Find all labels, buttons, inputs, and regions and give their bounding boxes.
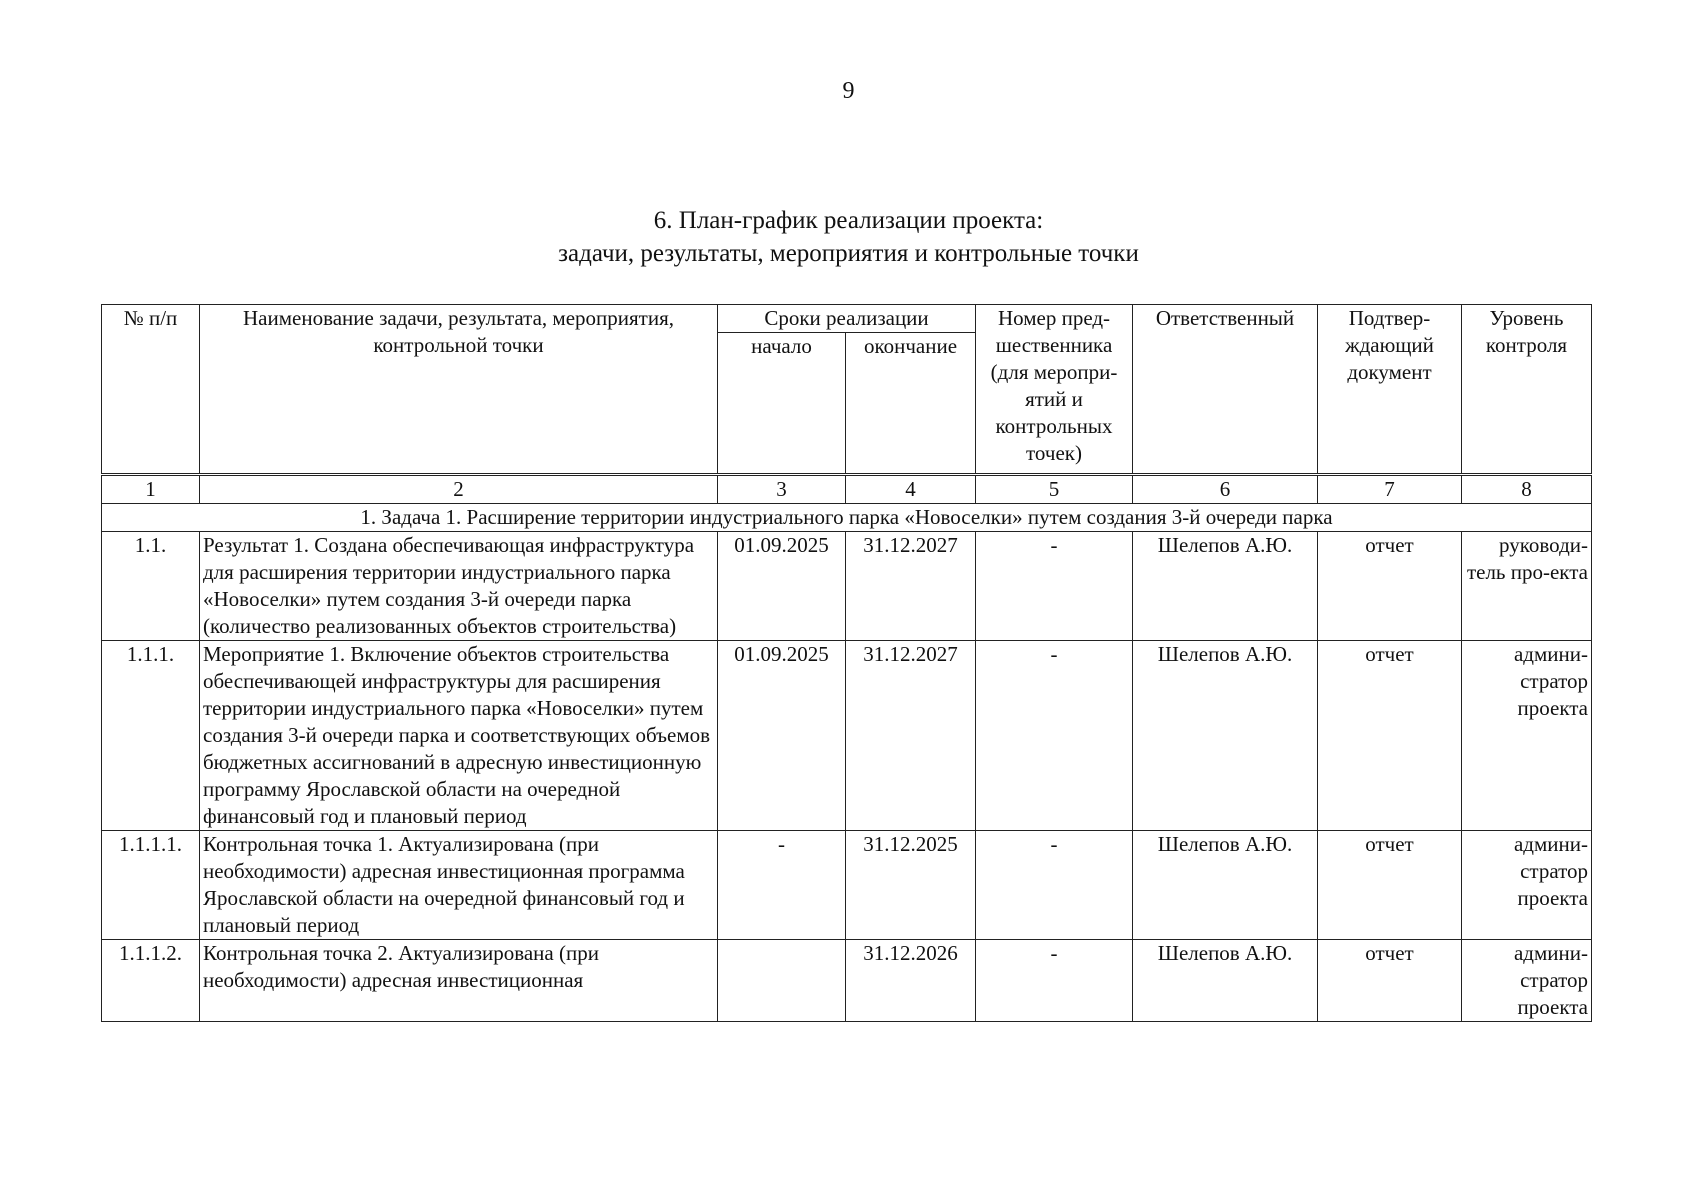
row-level: руководи-тель про-екта xyxy=(1462,532,1592,641)
header-row xyxy=(102,305,1592,333)
row-start: 01.09.2025 xyxy=(718,532,846,641)
row-name: Контрольная точка 2. Актуализирована (при необходимости) адресная инвестиционная xyxy=(200,940,718,1022)
row-responsible: Шелепов А.Ю. xyxy=(1133,641,1318,831)
header-name: Наименование задачи, результата, мероприятия, контрольной точки xyxy=(200,305,718,475)
column-number: 4 xyxy=(846,475,976,504)
row-num: 1.1.1.1. xyxy=(102,831,200,940)
row-name: Мероприятие 1. Включение объектов строительства обеспечивающей инфраструктуры для расширения территории индустриального парка «Новоселки» путем создания 3-й очереди парка и соответствующих объемов бюджетных ассигнований в адресную инвестиционную программу Ярославской области на очередной финансовый год и плановый период xyxy=(200,641,718,831)
row-num: 1.1.1.2. xyxy=(102,940,200,1022)
schedule-table xyxy=(101,304,1592,1022)
row-level: админи-стратор проекта xyxy=(1462,940,1592,1022)
row-num: 1.1.1. xyxy=(102,641,200,831)
task-title: 1. Задача 1. Расширение территории индустриального парка «Новоселки» путем создания 3-й очереди парка xyxy=(102,504,1592,532)
column-number: 1 xyxy=(102,475,200,504)
row-predecessor: - xyxy=(976,641,1133,831)
row-name: Контрольная точка 1. Актуализирована (при необходимости) адресная инвестиционная программа Ярославской области на очередной финансовый год и плановый период xyxy=(200,831,718,940)
row-end: 31.12.2026 xyxy=(846,940,976,1022)
header-responsible: Ответственный xyxy=(1133,305,1318,475)
column-number-row xyxy=(102,475,1592,504)
title-line-1: 6. План-график реализации проекта: xyxy=(653,207,1044,234)
row-predecessor: - xyxy=(976,831,1133,940)
row-start: - xyxy=(718,831,846,940)
row-end: 31.12.2027 xyxy=(846,641,976,831)
row-start xyxy=(718,940,846,1022)
row-responsible: Шелепов А.Ю. xyxy=(1133,532,1318,641)
header-end: окончание xyxy=(846,333,976,475)
row-end: 31.12.2027 xyxy=(846,532,976,641)
row-predecessor: - xyxy=(976,532,1133,641)
task-row xyxy=(102,504,1592,532)
row-level: админи-стратор проекта xyxy=(1462,831,1592,940)
row-responsible: Шелепов А.Ю. xyxy=(1133,940,1318,1022)
row-document: отчет xyxy=(1318,831,1462,940)
header-predecessor: Номер пред-шественника (для меропри-ятий и контрольных точек) xyxy=(976,305,1133,475)
header-start: начало xyxy=(718,333,846,475)
table-row xyxy=(102,940,1592,1022)
header-document: Подтвер-ждающий документ xyxy=(1318,305,1462,475)
table-row xyxy=(102,532,1592,641)
table-row xyxy=(102,831,1592,940)
section-title xyxy=(0,204,1697,270)
row-name: Результат 1. Создана обеспечивающая инфраструктура для расширения территории индустриального парка «Новоселки» путем создания 3-й очереди парка (количество реализованных объектов строительства) xyxy=(200,532,718,641)
row-start: 01.09.2025 xyxy=(718,641,846,831)
row-num: 1.1. xyxy=(102,532,200,641)
column-number: 3 xyxy=(718,475,846,504)
column-number: 5 xyxy=(976,475,1133,504)
row-predecessor: - xyxy=(976,940,1133,1022)
header-period: Сроки реализации xyxy=(718,305,976,333)
page-number: 9 xyxy=(842,78,855,104)
header-level: Уровень контроля xyxy=(1462,305,1592,475)
column-number: 2 xyxy=(200,475,718,504)
row-level: админи-стратор проекта xyxy=(1462,641,1592,831)
row-responsible: Шелепов А.Ю. xyxy=(1133,831,1318,940)
row-document: отчет xyxy=(1318,641,1462,831)
row-document: отчет xyxy=(1318,940,1462,1022)
title-line-2: задачи, результаты, мероприятия и контрольные точки xyxy=(558,240,1139,267)
table-row xyxy=(102,641,1592,831)
column-number: 6 xyxy=(1133,475,1318,504)
column-number: 7 xyxy=(1318,475,1462,504)
header-num: № п/п xyxy=(102,305,200,475)
row-end: 31.12.2025 xyxy=(846,831,976,940)
column-number: 8 xyxy=(1462,475,1592,504)
row-document: отчет xyxy=(1318,532,1462,641)
